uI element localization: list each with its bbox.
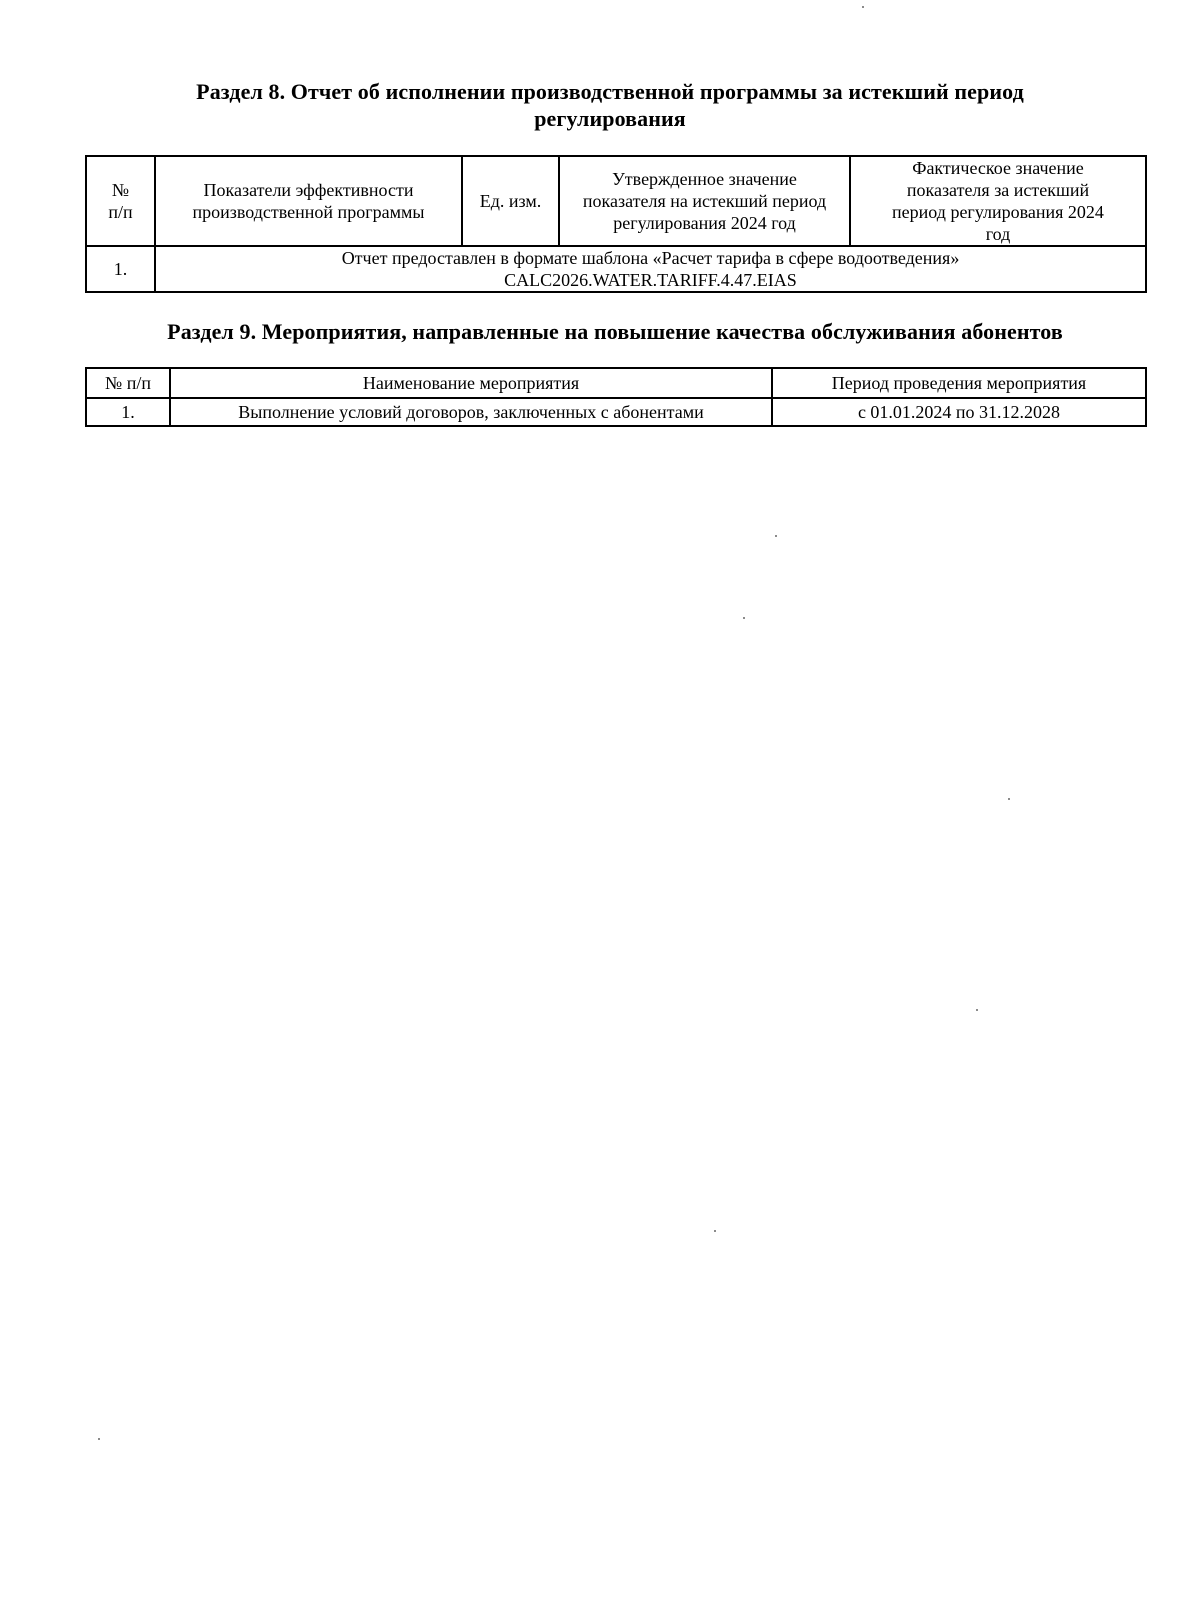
row-report-cell: Отчет предоставлен в формате шаблона «Расчет тарифа в сфере водоотведения» CALC2026.WATER.TARIFF.4.47.EIAS: [155, 246, 1146, 292]
header-cell-num: № п/п: [86, 368, 170, 398]
section-8-table: [85, 155, 1147, 293]
header-cell-period: Период проведения мероприятия: [772, 368, 1146, 398]
section-8-title: [150, 78, 1070, 132]
scan-speck: [862, 6, 864, 8]
scan-speck: [98, 1438, 100, 1440]
table-row: [86, 398, 1146, 426]
header-cell-num: № п/п: [86, 156, 155, 246]
scan-speck: [714, 1230, 716, 1232]
scan-speck: [1008, 798, 1010, 800]
header-cell-actual: Фактическое значение показателя за истекший период регулирования 2024 год: [850, 156, 1146, 246]
section-8-title-line-1: Раздел 8. Отчет об исполнении производственной программы за истекший период: [196, 79, 1024, 104]
scan-speck: [743, 617, 745, 619]
scan-speck: [775, 535, 777, 537]
scan-speck: [976, 1009, 978, 1011]
table-row: [86, 246, 1146, 292]
header-cell-approved: Утвержденное значение показателя на истекший период регулирования 2024 год: [559, 156, 850, 246]
section-9-title: Раздел 9. Мероприятия, направленные на повышение качества обслуживания абонентов: [167, 319, 1063, 344]
row-name-cell: Выполнение условий договоров, заключенных с абонентами: [170, 398, 772, 426]
header-cell-unit: Ед. изм.: [462, 156, 559, 246]
section-8-title-line-2: регулирования: [534, 106, 686, 131]
row-num-cell: 1.: [86, 398, 170, 426]
header-cell-name: Наименование мероприятия: [170, 368, 772, 398]
table-header-row: [86, 156, 1146, 246]
section-9-table: [85, 367, 1147, 427]
row-period-cell: с 01.01.2024 по 31.12.2028: [772, 398, 1146, 426]
header-cell-indicators: Показатели эффективности производственной программы: [155, 156, 462, 246]
table-header-row: [86, 368, 1146, 398]
row-num-cell: 1.: [86, 246, 155, 292]
